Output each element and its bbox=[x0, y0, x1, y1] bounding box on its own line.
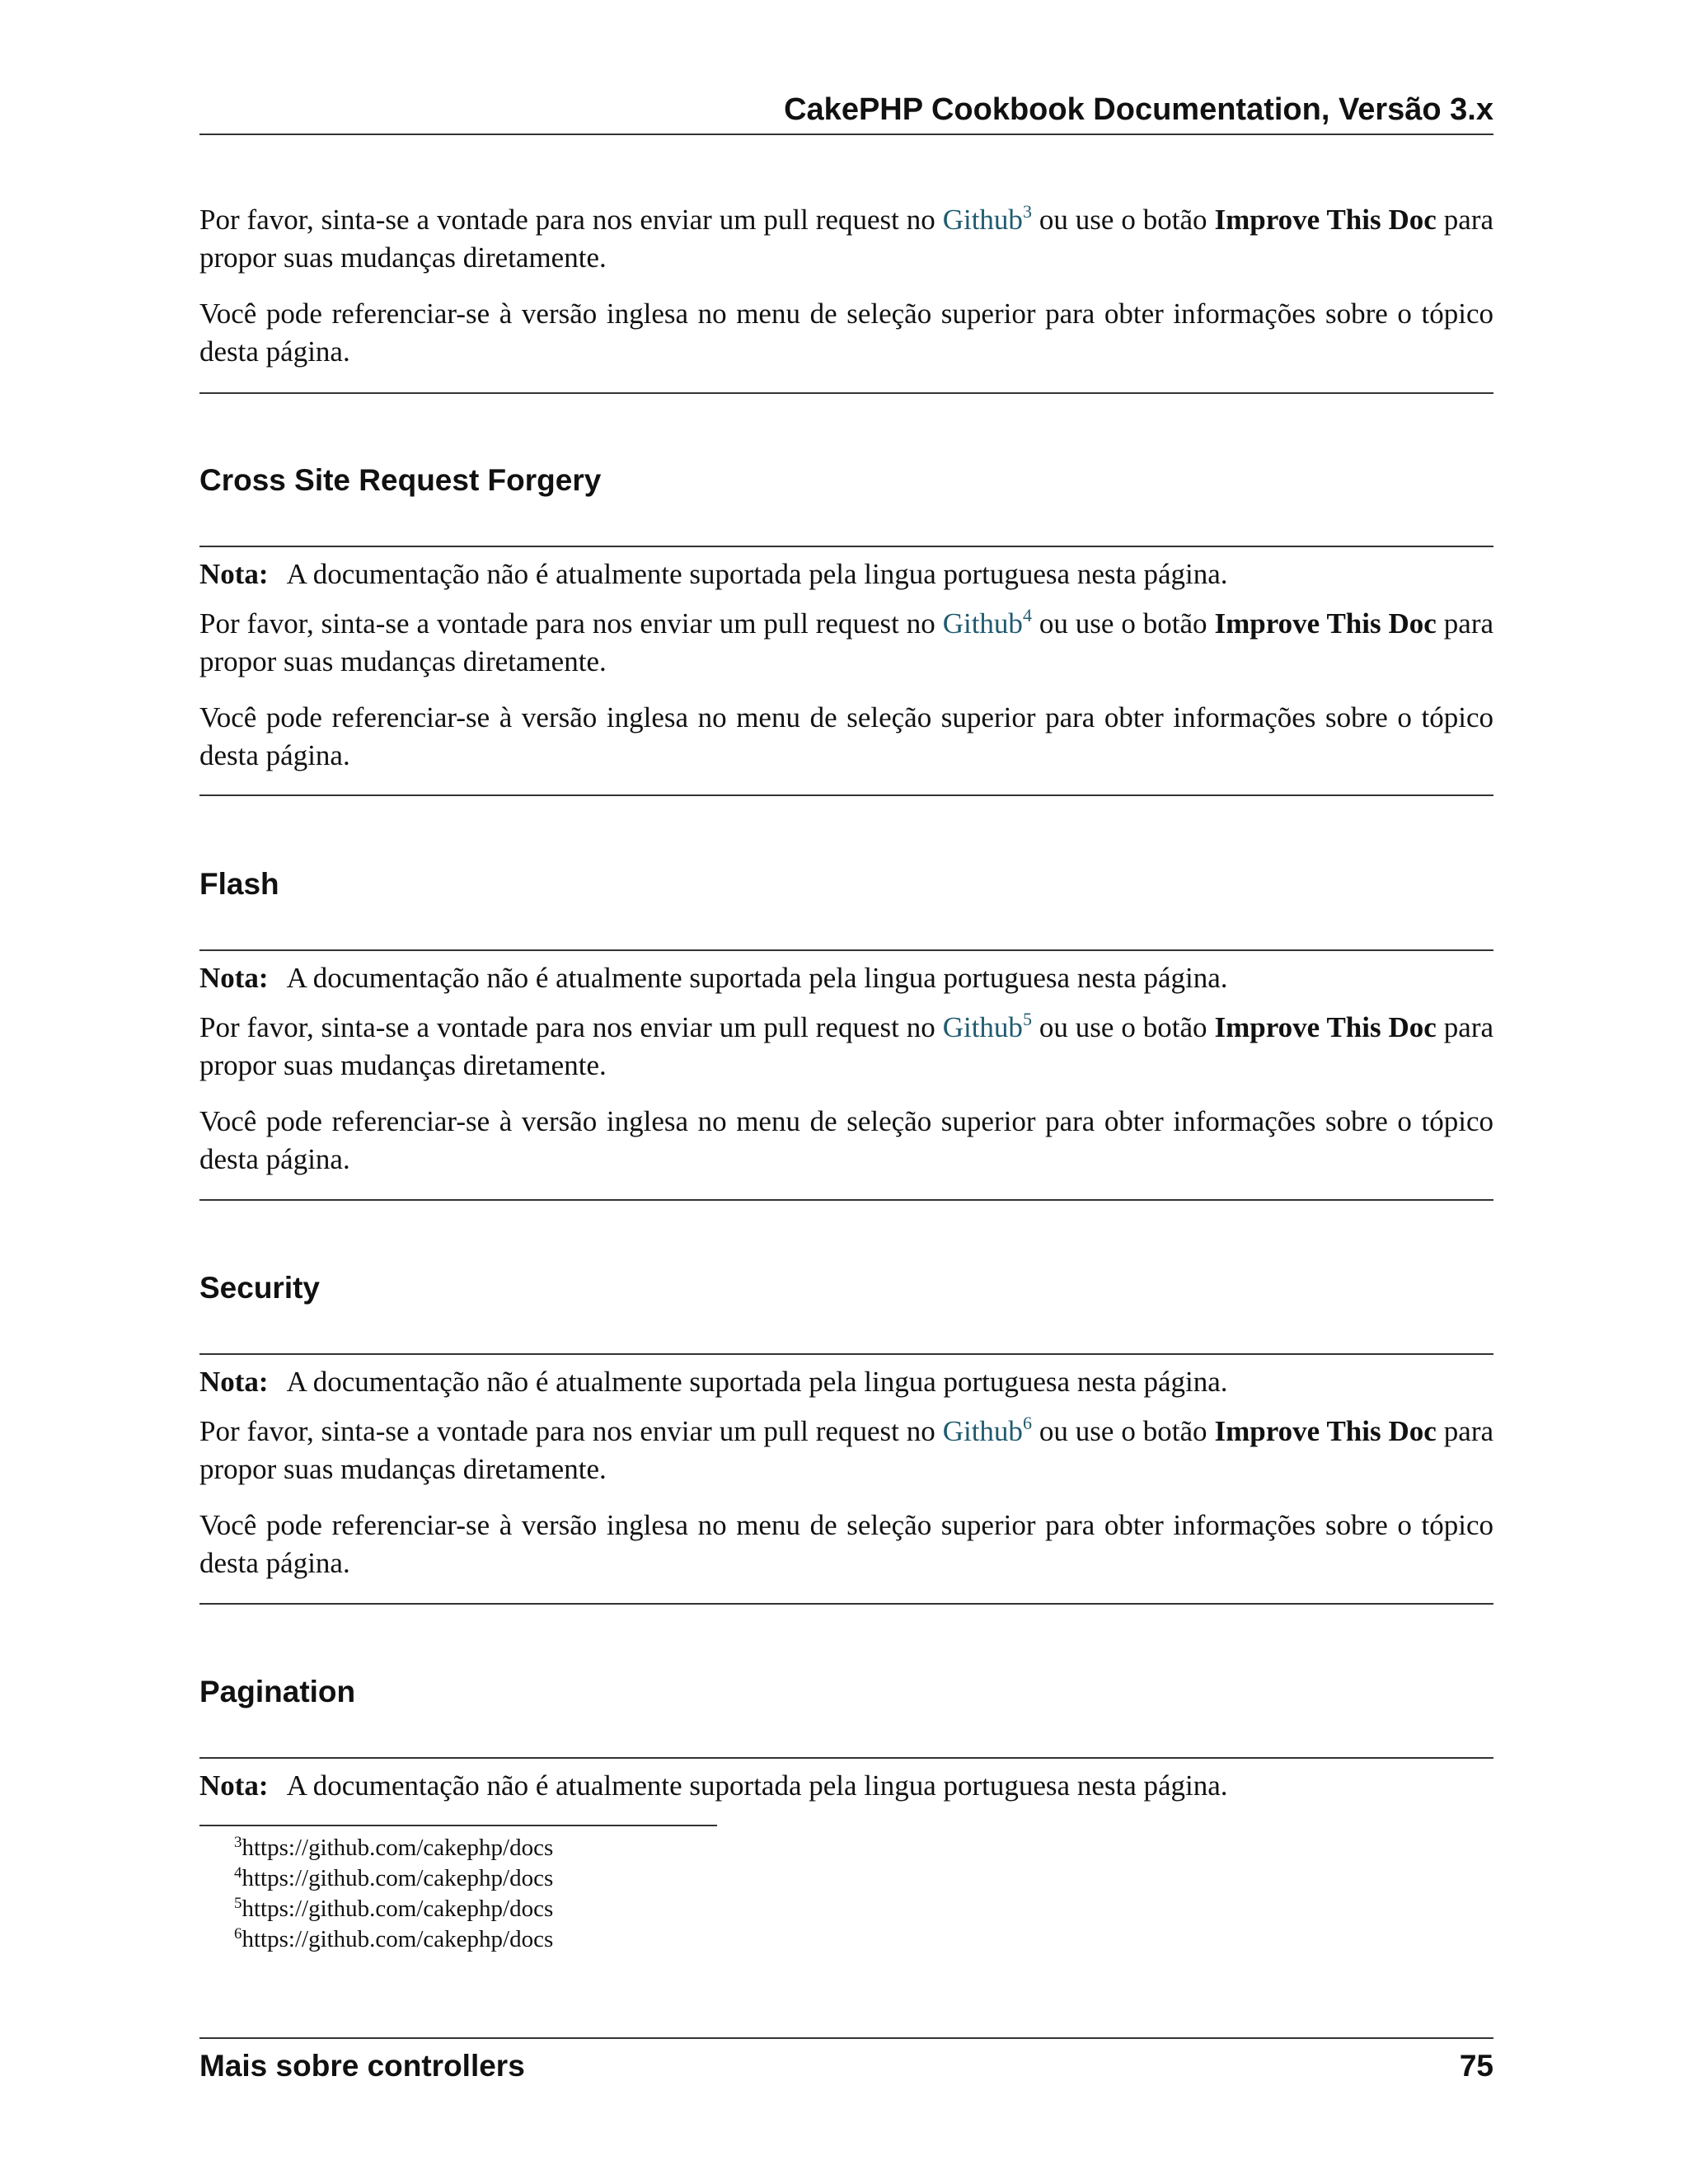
section-title-flash: Flash bbox=[199, 867, 279, 901]
github-link[interactable]: Github bbox=[942, 204, 1023, 236]
footnote-ref[interactable]: 4 bbox=[1022, 605, 1032, 626]
github-link[interactable]: Github bbox=[942, 607, 1023, 640]
note-line: Nota: A documentação não é atualmente suportada pela lingua portuguesa nesta página. bbox=[199, 962, 1228, 994]
page-footer bbox=[199, 2047, 1493, 2085]
intro-block bbox=[199, 201, 1493, 371]
note-label: Nota: bbox=[199, 962, 269, 994]
footnote-ref[interactable]: 6 bbox=[1022, 1413, 1032, 1433]
reference-paragraph: Você pode referenciar-se à versão inglesa no menu de seleção superior para obter informações sobre o tópico desta página. bbox=[199, 1105, 1493, 1175]
note-end-rule bbox=[199, 1603, 1493, 1605]
footnote-item: $^5$https://github.com/cakephp/docs bbox=[234, 1895, 554, 1922]
note-line: Nota: A documentação não é atualmente suportada pela lingua portuguesa nesta página. bbox=[199, 1366, 1228, 1398]
note-start-rule bbox=[199, 546, 1493, 547]
section-title-security: Security bbox=[199, 1271, 321, 1305]
footnote-ref[interactable]: 5 bbox=[1022, 1009, 1032, 1029]
note-line: Nota: A documentação não é atualmente suportada pela lingua portuguesa nesta página. bbox=[199, 1769, 1228, 1802]
header-rule bbox=[199, 134, 1493, 135]
reference-paragraph: Você pode referenciar-se à versão inglesa no menu de seleção superior para obter informações sobre o tópico desta página. bbox=[199, 701, 1493, 771]
footnotes bbox=[234, 1833, 553, 1955]
footer-chapter-title: Mais sobre controllers bbox=[199, 2049, 525, 2083]
footer-rule bbox=[199, 2037, 1493, 2039]
note-label: Nota: bbox=[199, 558, 269, 590]
note-start-rule bbox=[199, 1757, 1493, 1759]
footnote-item: $^3$https://github.com/cakephp/docs bbox=[234, 1834, 554, 1861]
note-line: Nota: A documentação não é atualmente suportada pela lingua portuguesa nesta página. bbox=[199, 558, 1228, 590]
contrib-paragraph: Por favor, sinta-se a vontade para nos enviar um pull request no Github$^5$ ou use o botão Improve This Doc para propor suas mudanças diretamente. bbox=[199, 1009, 1494, 1081]
footnote-link[interactable]: https://github.com/cakephp/docs bbox=[241, 1896, 554, 1922]
improve-this-doc-label: Improve This Doc bbox=[1214, 1011, 1437, 1043]
document-page bbox=[199, 0, 1493, 2184]
footnote-item: $^6$https://github.com/cakephp/docs bbox=[234, 1925, 554, 1952]
footnote-link[interactable]: https://github.com/cakephp/docs bbox=[241, 1835, 554, 1861]
note-end-rule bbox=[199, 1199, 1493, 1201]
running-header: CakePHP Cookbook Documentation, Versão 3.x bbox=[784, 92, 1493, 127]
note-label: Nota: bbox=[199, 1366, 269, 1398]
reference-paragraph: Você pode referenciar-se à versão inglesa no menu de seleção superior para obter informações sobre o tópico desta página. bbox=[199, 1509, 1493, 1579]
note-start-rule bbox=[199, 1353, 1493, 1355]
contrib-paragraph: Por favor, sinta-se a vontade para nos enviar um pull request no Github$^6$ ou use o botão Improve This Doc para propor suas mudanças diretamente. bbox=[199, 1413, 1494, 1485]
note-block-flash bbox=[199, 959, 1493, 1179]
reference-paragraph: Você pode referenciar-se à versão inglesa no menu de seleção superior para obter informações sobre o tópico desta página. bbox=[199, 298, 1493, 368]
note-block-pagination bbox=[199, 1767, 1493, 1805]
improve-this-doc-label: Improve This Doc bbox=[1214, 607, 1437, 640]
page-number: 75 bbox=[1459, 2049, 1493, 2083]
note-block-csrf bbox=[199, 555, 1493, 775]
note-end-rule bbox=[199, 392, 1493, 394]
contrib-paragraph: Por favor, sinta-se a vontade para nos enviar um pull request no Github$^3$ ou use o botão Improve This Doc para propor suas mudanças diretamente. bbox=[199, 201, 1494, 274]
section-title-csrf: Cross Site Request Forgery bbox=[199, 463, 602, 497]
improve-this-doc-label: Improve This Doc bbox=[1214, 1415, 1437, 1447]
note-start-rule bbox=[199, 949, 1493, 951]
section-title-pagination: Pagination bbox=[199, 1675, 356, 1708]
note-end-rule bbox=[199, 794, 1493, 796]
note-block-security bbox=[199, 1363, 1493, 1582]
footnote-link[interactable]: https://github.com/cakephp/docs bbox=[241, 1926, 554, 1952]
improve-this-doc-label: Improve This Doc bbox=[1214, 204, 1437, 236]
github-link[interactable]: Github bbox=[942, 1415, 1023, 1447]
contrib-paragraph: Por favor, sinta-se a vontade para nos enviar um pull request no Github$^4$ ou use o botão Improve This Doc para propor suas mudanças diretamente. bbox=[199, 605, 1494, 677]
footnote-ref[interactable]: 3 bbox=[1022, 201, 1032, 222]
footnote-item: $^4$https://github.com/cakephp/docs bbox=[234, 1864, 554, 1891]
footnote-link[interactable]: https://github.com/cakephp/docs bbox=[241, 1865, 554, 1891]
note-label: Nota: bbox=[199, 1769, 269, 1802]
footnote-rule bbox=[199, 1825, 717, 1826]
github-link[interactable]: Github bbox=[942, 1011, 1023, 1043]
